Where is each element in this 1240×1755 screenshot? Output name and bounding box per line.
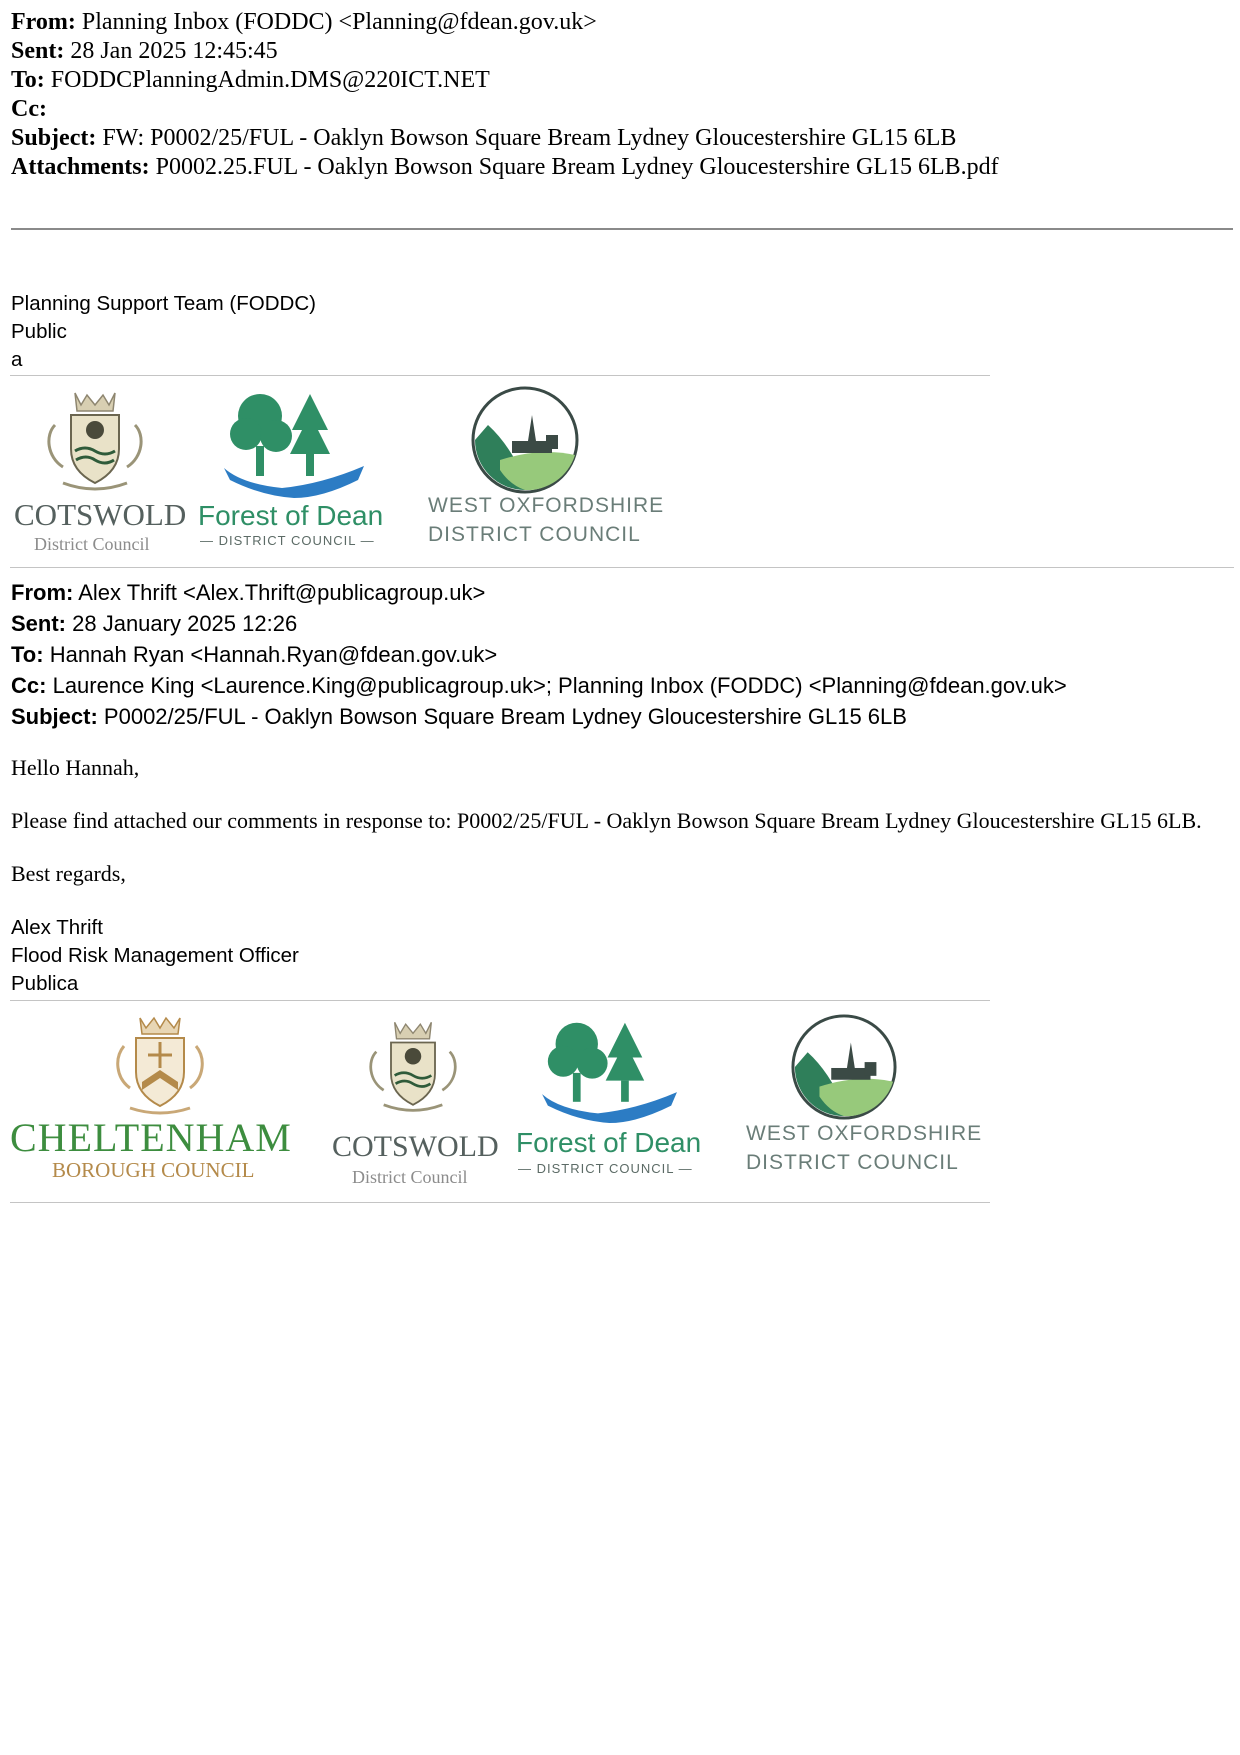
inner-subject-value: P0002/25/FUL - Oaklyn Bowson Square Bream Lydney Gloucestershire GL15 6LB (103, 704, 907, 729)
outer-from-value: Planning Inbox (FODDC) <Planning@fdean.gov.uk> (81, 9, 597, 35)
inner-to-value: Hannah Ryan <Hannah.Ryan@fdean.gov.uk> (49, 642, 498, 667)
inner-from-row (11, 577, 1067, 608)
cotswold-crest-logo-2 (358, 1012, 468, 1117)
outer-from-row (11, 8, 999, 37)
closing: Best regards, (11, 861, 126, 886)
cc-label: Cc: (11, 96, 47, 122)
to-label: To: (11, 67, 45, 93)
sent-label: Sent: (11, 38, 65, 64)
signature-name: Alex Thrift (11, 916, 103, 939)
signature-title: Flood Risk Management Officer (11, 944, 299, 967)
attachments-label: Attachments: (11, 154, 150, 180)
subject-label: Subject: (11, 704, 98, 729)
cc-label: Cc: (11, 673, 47, 698)
outer-sent-value: 28 Jan 2025 12:45:45 (70, 38, 278, 64)
outer-to-row (11, 66, 999, 95)
forest-of-dean-tree-logo (222, 388, 367, 498)
west-oxfordshire-logo-2 (790, 1013, 898, 1121)
inner-subject-row (11, 701, 1067, 732)
header-divider (11, 228, 1233, 230)
message-body (11, 754, 1226, 887)
second-signature-divider-top (10, 1000, 990, 1001)
forest-of-dean-tree-logo-2 (540, 1017, 680, 1123)
inner-to-row (11, 639, 1067, 670)
cotswold-crest-logo (35, 385, 155, 493)
signature-org: Public (11, 320, 67, 343)
cotswold-logo-sub: District Council (34, 534, 150, 554)
signature-extra: a (11, 348, 23, 371)
inner-sent-value: 28 January 2025 12:26 (72, 611, 298, 636)
from-label: From: (11, 9, 76, 35)
forest-of-dean-sub-text: DISTRICT COUNCIL (218, 533, 356, 548)
to-label: To: (11, 642, 44, 667)
forest-of-dean-sub-text-2: DISTRICT COUNCIL (536, 1161, 674, 1176)
cheltenham-logo-name: CHELTENHAM (10, 1115, 292, 1160)
outer-subject-row (11, 124, 999, 153)
outer-attachments-value: P0002.25.FUL - Oaklyn Bowson Square Bream Lydney Gloucestershire GL15 6LB.pdf (155, 154, 999, 180)
cotswold-logo-name: COTSWOLD (14, 497, 187, 532)
signature-team: Planning Support Team (FODDC) (11, 292, 316, 315)
outer-attachments-row (11, 153, 999, 182)
inner-cc-row (11, 670, 1067, 701)
second-signature-divider-bottom (10, 1202, 990, 1203)
inner-from-value: Alex Thrift <Alex.Thrift@publicagroup.uk> (78, 580, 486, 605)
from-label: From: (11, 580, 74, 605)
inner-email-header (11, 577, 1067, 732)
west-oxfordshire-line1-2: WEST OXFORDSHIRE (746, 1122, 983, 1145)
inner-sent-row (11, 608, 1067, 639)
second-signature (11, 914, 299, 998)
cheltenham-crest-logo (110, 1012, 210, 1117)
outer-subject-value: FW: P0002/25/FUL - Oaklyn Bowson Square Bream Lydney Gloucestershire GL15 6LB (102, 125, 957, 151)
west-oxfordshire-line2: DISTRICT COUNCIL (428, 523, 641, 546)
forest-of-dean-logo-name: Forest of Dean (198, 500, 384, 531)
body-paragraph: Please find attached our comments in response to: P0002/25/FUL - Oaklyn Bowson Square Bream Lydney Gloucestershire GL15 6LB. (11, 808, 1202, 833)
cheltenham-logo-sub: BOROUGH COUNCIL (52, 1158, 255, 1182)
inner-cc-value: Laurence King <Laurence.King@publicagroup.uk>; Planning Inbox (FODDC) <Planning@fdean.gov.uk> (52, 673, 1067, 698)
forest-of-dean-logo-sub: — DISTRICT COUNCIL — (200, 533, 375, 548)
signature-org: Publica (11, 972, 79, 995)
outer-email-header (11, 8, 999, 182)
west-oxfordshire-line2-2: DISTRICT COUNCIL (746, 1151, 959, 1174)
west-oxfordshire-logo (470, 385, 580, 495)
first-signature (11, 290, 316, 374)
forest-of-dean-logo-sub-2: — DISTRICT COUNCIL — (518, 1161, 693, 1176)
outer-sent-row (11, 37, 999, 66)
signature-divider-bottom (10, 567, 1234, 568)
greeting: Hello Hannah, (11, 755, 140, 780)
sent-label: Sent: (11, 611, 66, 636)
outer-cc-row (11, 95, 999, 124)
signature-divider-top (10, 375, 990, 376)
cotswold-logo-sub-2: District Council (352, 1167, 468, 1187)
forest-of-dean-logo-name-2: Forest of Dean (516, 1127, 702, 1158)
cotswold-logo-name-2: COTSWOLD (332, 1130, 499, 1163)
subject-label: Subject: (11, 125, 97, 151)
outer-to-value: FODDCPlanningAdmin.DMS@220ICT.NET (50, 67, 490, 93)
west-oxfordshire-line1: WEST OXFORDSHIRE (428, 494, 665, 517)
